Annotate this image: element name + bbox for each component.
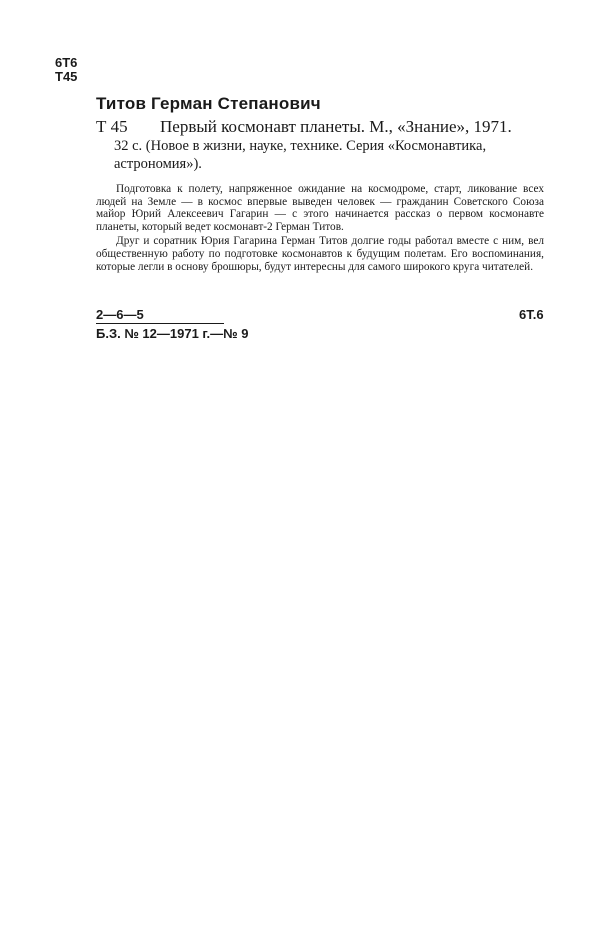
author-heading: Титов Герман Степанович bbox=[96, 94, 321, 113]
annotation-paragraph-1: Подготовка к полету, напряженное ожидание на космодроме, старт, ликование всех людей на Земле — в космос впервые выведен человек — гражданин Советского Союза майор Юрий Алексеевич Гагарин — с этого начинается рассказ о первом космонавте планеты, который ведет космонавт-2 Герман Титов. bbox=[96, 183, 544, 233]
author-mark: Т 45 bbox=[96, 117, 128, 136]
series-info: 32 с. (Новое в жизни, науке, технике. Серия «Космонавтика, астрономия»). bbox=[114, 138, 487, 172]
catalog-code: 2—6—5 bbox=[96, 307, 144, 322]
bz-number: Б.З. № 12—1971 г.—№ 9 bbox=[96, 326, 249, 341]
book-title: Первый космонавт планеты. М., «Знание», 1971. bbox=[160, 117, 512, 136]
udc-index bbox=[55, 56, 77, 84]
annotation bbox=[96, 183, 544, 273]
class-code: 6Т.6 bbox=[519, 307, 544, 322]
udc-line-2: Т45 bbox=[55, 69, 78, 84]
catalog-divider bbox=[96, 323, 224, 324]
title-line bbox=[96, 117, 512, 137]
annotation-paragraph-2: Друг и соратник Юрия Гагарина Герман Титов долгие годы работал вместе с ним, вел общественную работу по подготовке космонавтов к будущим полетам. Его воспоминания, которые легли в основу брошюры, будут интересны для самого широкого круга читателей. bbox=[96, 235, 544, 273]
udc-line-1: 6Т6 bbox=[55, 55, 78, 70]
